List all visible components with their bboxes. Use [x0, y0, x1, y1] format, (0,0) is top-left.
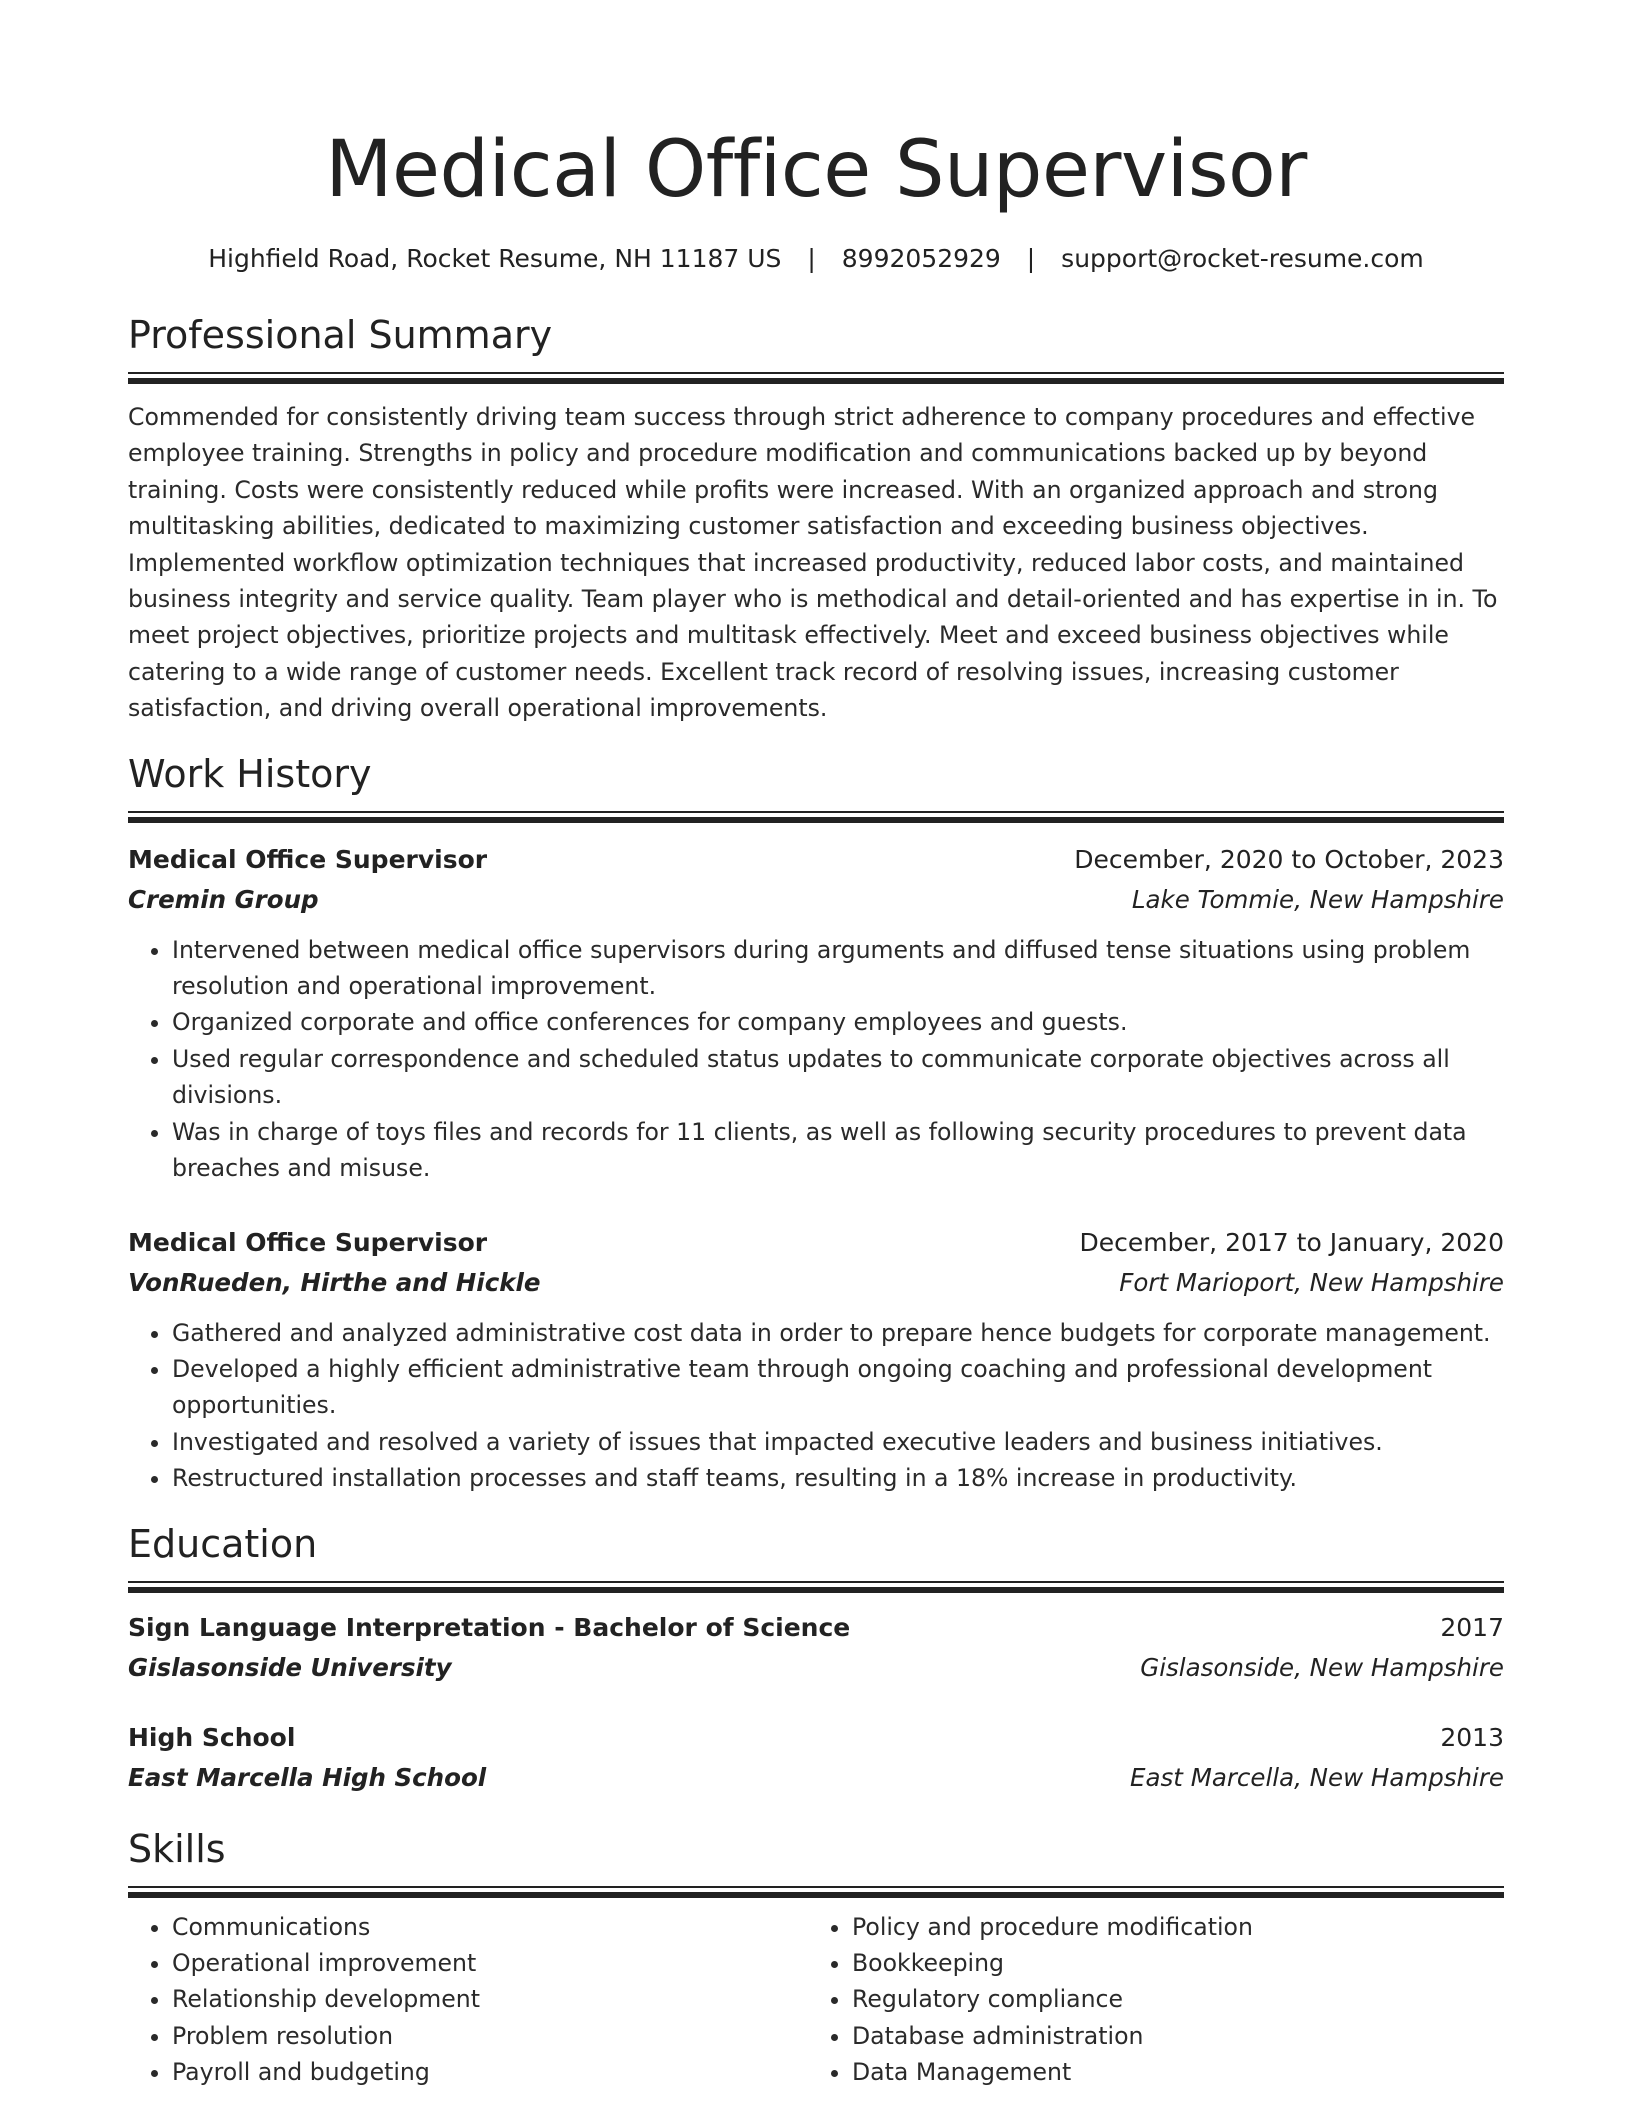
- job-bullet: • Developed a highly efficient administrative team through ongoing coaching and professional development opportunities.: [172, 1351, 1504, 1424]
- skill-item: • Problem resolution: [172, 2018, 808, 2054]
- job-bullet: • Was in charge of toys files and records for 11 clients, as well as following security procedures to prevent data breaches and misuse.: [172, 1114, 1504, 1187]
- job-bullet: • Used regular correspondence and scheduled status updates to communicate corporate objectives across all divisions.: [172, 1041, 1504, 1114]
- contact-address: Highfield Road, Rocket Resume, NH 11187 US: [208, 244, 782, 273]
- skill-item: • Data Management: [852, 2054, 1492, 2090]
- graduation-year: 2013: [1440, 1722, 1504, 1752]
- job-bullet: • Investigated and resolved a variety of issues that impacted executive leaders and business initiatives.: [172, 1424, 1504, 1460]
- skill-item: • Operational improvement: [172, 1945, 808, 1981]
- job-location: Fort Marioport, New Hampshire: [1119, 1267, 1504, 1297]
- summary-section: [128, 310, 1504, 727]
- skills-list: [128, 1909, 1504, 2091]
- skill-item: • Policy and procedure modification: [852, 1909, 1492, 1945]
- section-title: Education: [128, 1521, 318, 1566]
- section-divider: [128, 372, 1504, 383]
- job-entry: [128, 1223, 1504, 1497]
- section-title: Work History: [128, 751, 372, 796]
- section-divider: [128, 1886, 1504, 1897]
- school-name: East Marcella High School: [128, 1762, 487, 1792]
- school-name: Gislasonside University: [128, 1652, 452, 1682]
- summary-text: Commended for consistently driving team success through strict adherence to company procedures and effective employee training. Strengths in policy and procedure modification and communications backed up by beyond training. Costs were consistently reduced while profits were increased. With an organized approach and strong multitasking abilities, dedicated to maximizing customer satisfaction and exceeding business objectives. Implemented workflow optimization techniques that increased productivity, reduced labor costs, and maintained business integrity and service quality. Team player who is methodical and detail-oriented and has expertise in in. To meet project objectives, prioritize projects and multitask effectively. Meet and exceed business objectives while catering to a wide range of customer needs. Excellent track record of resolving issues, increasing customer satisfaction, and driving overall operational improvements.: [128, 403, 1498, 723]
- section-title: Skills: [128, 1826, 226, 1871]
- job-dates: December, 2017 to January, 2020: [1079, 1227, 1504, 1257]
- company-name: Cremin Group: [128, 884, 319, 914]
- contact-line: [128, 242, 1504, 276]
- education-section: [128, 1519, 1504, 1798]
- job-location: Lake Tommie, New Hampshire: [1131, 884, 1504, 914]
- degree-name: Sign Language Interpretation - Bachelor of Science: [128, 1612, 851, 1642]
- resume-name: Medical Office Supervisor: [325, 125, 1307, 215]
- school-location: East Marcella, New Hampshire: [1130, 1762, 1504, 1792]
- job-title: Medical Office Supervisor: [128, 844, 488, 874]
- section-title: Professional Summary: [128, 313, 553, 357]
- contact-separator: |: [1026, 244, 1036, 273]
- job-bullet: • Organized corporate and office conferences for company employees and guests.: [172, 1004, 1504, 1040]
- skill-item: • Relationship development: [172, 1981, 808, 2017]
- school-location: Gislasonside, New Hampshire: [1140, 1652, 1504, 1682]
- job-title: Medical Office Supervisor: [128, 1227, 488, 1257]
- job-bullet: • Gathered and analyzed administrative cost data in order to prepare hence budgets for corporate management.: [172, 1315, 1504, 1351]
- education-entry: [128, 1718, 1504, 1798]
- section-divider: [128, 1581, 1504, 1592]
- graduation-year: 2017: [1440, 1612, 1504, 1642]
- contact-email: support@rocket-resume.com: [1061, 244, 1424, 273]
- job-bullets: [128, 1315, 1504, 1497]
- job-dates: December, 2020 to October, 2023: [1074, 844, 1504, 874]
- section-divider: [128, 811, 1504, 822]
- job-bullet: • Restructured installation processes and staff teams, resulting in a 18% increase in productivity.: [172, 1460, 1504, 1496]
- company-name: VonRueden, Hirthe and Hickle: [128, 1267, 541, 1297]
- skill-item: • Regulatory compliance: [852, 1981, 1492, 2017]
- job-entry: [128, 840, 1504, 1187]
- degree-name: High School: [128, 1722, 296, 1752]
- contact-phone: 8992052929: [841, 244, 1001, 273]
- resume-page: [128, 0, 1504, 2091]
- skills-column-right: [808, 1909, 1492, 2091]
- skill-item: • Bookkeeping: [852, 1945, 1492, 1981]
- skill-item: • Database administration: [852, 2018, 1492, 2054]
- education-entry: [128, 1608, 1504, 1688]
- contact-separator: |: [807, 244, 816, 273]
- skill-item: • Payroll and budgeting: [172, 2054, 808, 2090]
- skills-column-left: [128, 1909, 808, 2091]
- work-history-section: [128, 749, 1504, 1497]
- skill-item: • Communications: [172, 1909, 808, 1945]
- skills-section: [128, 1824, 1504, 2091]
- job-bullet: • Intervened between medical office supervisors during arguments and diffused tense situations using problem resolution and operational improvement.: [172, 932, 1504, 1005]
- job-bullets: [128, 932, 1504, 1187]
